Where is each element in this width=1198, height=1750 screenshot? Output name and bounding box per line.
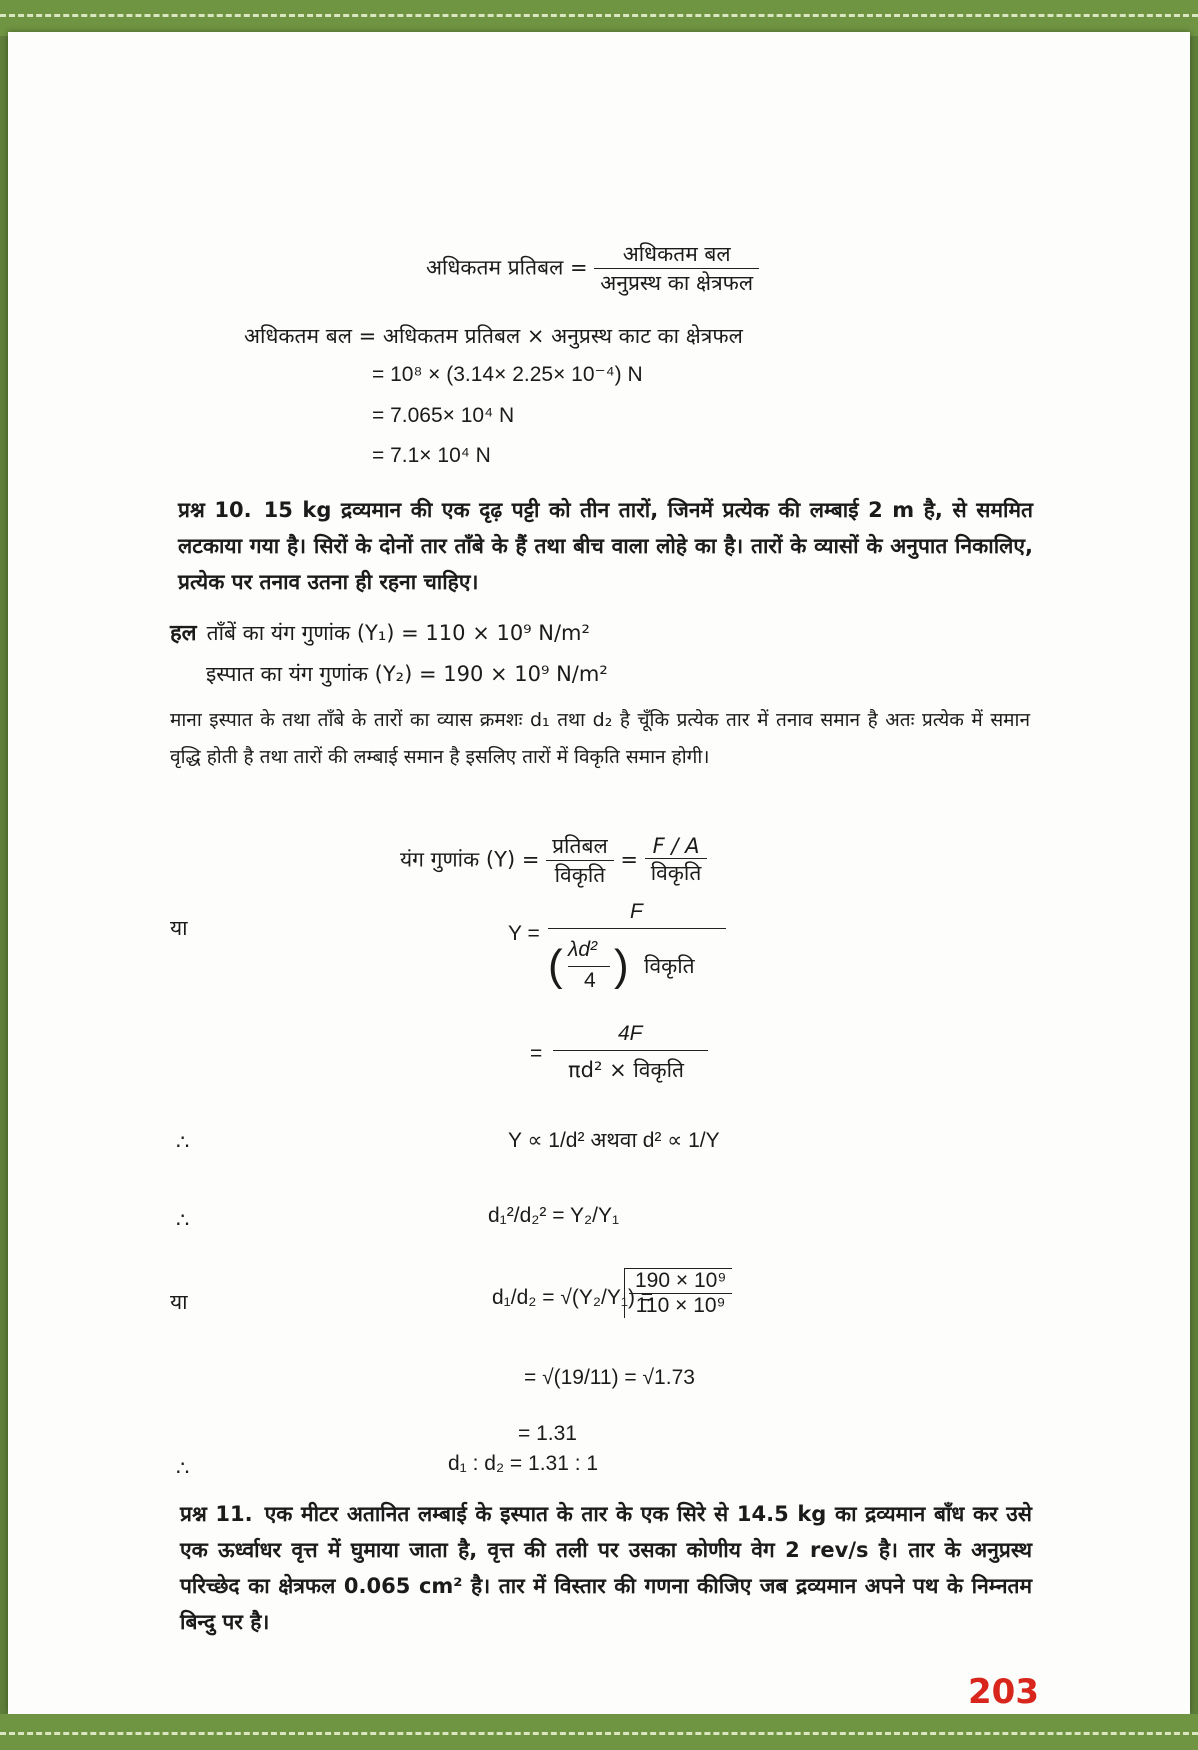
lambda-d2: λd² bbox=[568, 938, 598, 961]
equals-sign: = bbox=[620, 847, 638, 872]
stress-label: प्रतिबल bbox=[552, 834, 608, 858]
equals-sign-2: = bbox=[530, 1042, 543, 1065]
solution-line-1 bbox=[170, 617, 590, 647]
force-line-3: = 7.065× 10⁴ N bbox=[372, 404, 515, 427]
ratio-simplified: = √(19/11) = √1.73 bbox=[524, 1366, 695, 1389]
question-11-text: एक मीटर अतानित लम्बाई के इस्पात के तार के एक सिरे से 14.5 kg का द्रव्यमान बाँध कर उसे एक ऊर्ध्वाधर वृत्त में घुमाया जाता है, वृत्त की तली पर उसका कोणीय वेग 2 rev/s है। तार के अनुप्रस्थ परिच्छेद का क्षेत्रफल 0.065 cm² है। तार में विस्तार की गणना कीजिए जब द्रव्यमान अपने पथ के निम्नतम बिन्दु पर है। bbox=[180, 1502, 1033, 1634]
max-stress-fraction bbox=[594, 240, 759, 297]
proportional-line: Y ∝ 1/d² अथवा d² ∝ 1/Y bbox=[508, 1129, 720, 1152]
question-10-label: प्रश्न 10. bbox=[178, 498, 252, 522]
question-10 bbox=[178, 492, 1033, 600]
fraction-bar-2 bbox=[568, 966, 610, 967]
ratio-denominator: 110 × 10⁹ bbox=[629, 1293, 732, 1318]
right-paren: ) bbox=[614, 941, 629, 990]
young-lhs: यंग गुणांक (Y) = bbox=[400, 847, 540, 872]
solution-steel-modulus: इस्पात का यंग गुणांक (Y₂) = 190 × 10⁹ N/m² bbox=[206, 662, 608, 686]
force-line-4: = 7.1× 10⁴ N bbox=[372, 444, 491, 467]
young-modulus-equation bbox=[400, 832, 707, 889]
max-stress-lhs: अधिकतम प्रतिबल = bbox=[426, 255, 588, 280]
top-border bbox=[0, 0, 1198, 36]
max-stress-numerator: अधिकतम बल bbox=[622, 242, 731, 266]
force-f: F bbox=[630, 900, 643, 923]
left-paren: ( bbox=[548, 941, 563, 990]
f-over-a: F / A bbox=[652, 834, 700, 858]
document-page bbox=[8, 32, 1190, 1714]
therefore-3: ∴ bbox=[176, 1457, 190, 1480]
fraction-bar-3 bbox=[553, 1050, 708, 1051]
four-f: 4F bbox=[618, 1022, 643, 1045]
ratio-value: = 1.31 bbox=[518, 1422, 577, 1445]
force-line-1: अधिकतम बल = अधिकतम प्रतिबल × अनुप्रस्थ काट का क्षेत्रफल bbox=[244, 324, 743, 348]
question-11-label: प्रश्न 11. bbox=[180, 1502, 253, 1526]
fraction-bar-1 bbox=[548, 928, 726, 929]
or-label-2: या bbox=[170, 1290, 188, 1314]
strain-label-2: विकृति bbox=[645, 858, 708, 887]
four-denominator: 4 bbox=[584, 969, 596, 992]
or-label-1: या bbox=[170, 916, 188, 940]
solution-label: हल bbox=[170, 621, 197, 646]
solution-copper-modulus: ताँबें का यंग गुणांक (Y₁) = 110 × 10⁹ N/m² bbox=[206, 621, 590, 645]
y-eq-1: Y = bbox=[508, 922, 540, 945]
solution-paragraph: माना इस्पात के तथा ताँबे के तारों का व्यास क्रमशः d₁ तथा d₂ है चूँकि प्रत्येक तार में तनाव समान है अतः प्रत्येक में समान वृद्धि होती है तथा तारों की लम्बाई समान है इसलिए तारों में विकृति समान होगी। bbox=[170, 709, 1030, 768]
force-line-2: = 10⁸ × (3.14× 2.25× 10⁻⁴) N bbox=[372, 363, 643, 386]
final-ratio: d₁ : d₂ = 1.31 : 1 bbox=[448, 1452, 599, 1475]
ratio-numerator: 190 × 10⁹ bbox=[635, 1269, 727, 1292]
stress-strain-fraction bbox=[546, 832, 614, 889]
f-over-a-fraction bbox=[645, 834, 708, 887]
therefore-1: ∴ bbox=[176, 1131, 190, 1154]
strain-label: विकृति bbox=[546, 860, 614, 889]
therefore-2: ∴ bbox=[176, 1209, 190, 1232]
ratio-sqrt-lhs: d₁/d₂ = √(Y₂/Y₁) = bbox=[492, 1286, 654, 1309]
sqrt-fraction bbox=[624, 1268, 732, 1318]
pi-d2-strain: πd² × विकृति bbox=[568, 1058, 684, 1082]
bottom-border bbox=[0, 1714, 1198, 1750]
question-10-text: 15 kg द्रव्यमान की एक दृढ़ पट्टी को तीन तारों, जिनमें प्रत्येक की लम्बाई 2 m है, से सममित लटकाया गया है। सिरों के दोनों तार ताँबे के हैं तथा बीच वाला लोहे का है। तारों के व्यासों के अनुपात निकालिए, प्रत्येक पर तनाव उतना ही रहना चाहिए। bbox=[178, 498, 1033, 594]
page-number: 203 bbox=[968, 1672, 1039, 1712]
ratio-squared: d₁²/d₂² = Y₂/Y₁ bbox=[488, 1204, 620, 1227]
question-11 bbox=[180, 1496, 1032, 1640]
strain-label-3: विकृति bbox=[644, 954, 695, 978]
max-stress-denominator: अनुप्रस्थ का क्षेत्रफल bbox=[594, 268, 759, 297]
max-stress-equation bbox=[426, 240, 759, 297]
